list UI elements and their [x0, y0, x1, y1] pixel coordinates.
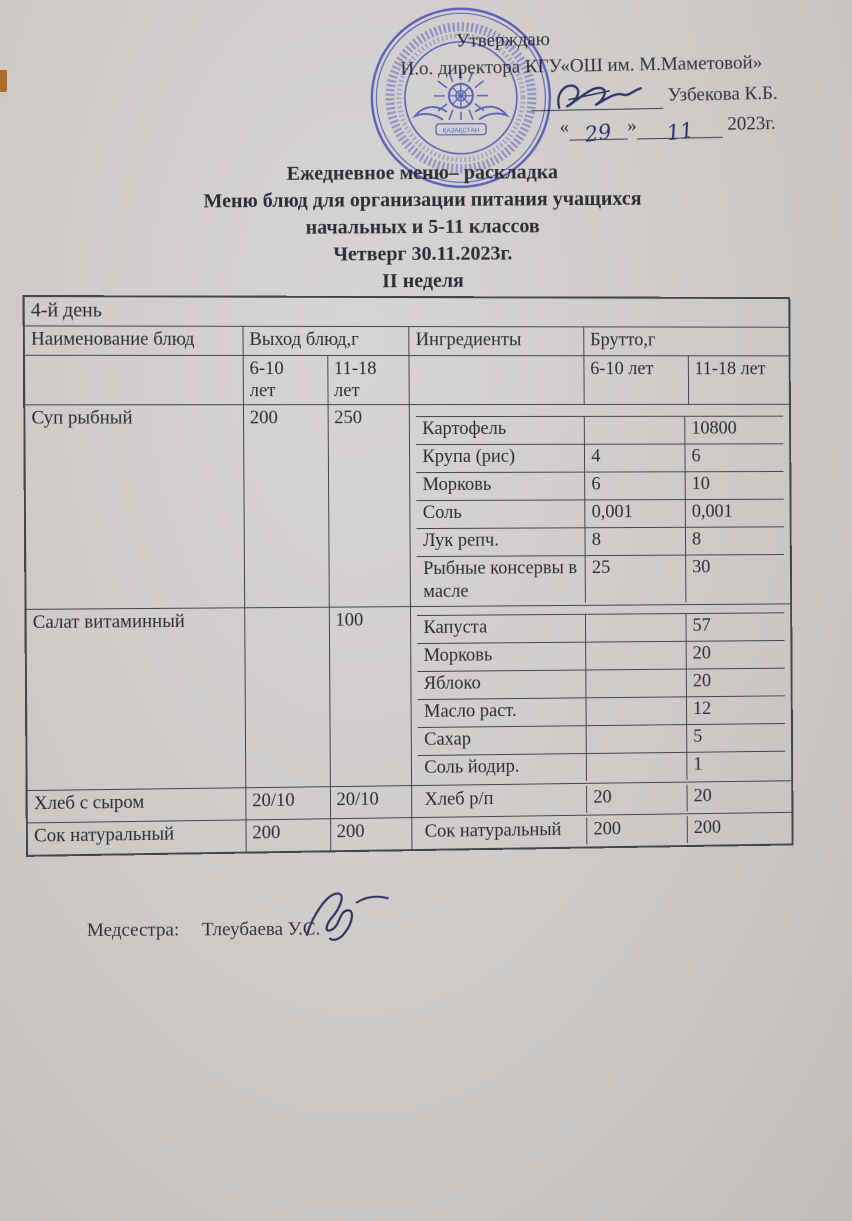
- day-header-row: [24, 296, 790, 327]
- brutto-6-10-cell: [587, 752, 687, 781]
- table-row: [24, 405, 791, 609]
- brutto-6-10-cell: 0,001: [585, 500, 685, 528]
- brutto-11-18-cell: 8: [686, 527, 784, 555]
- ingredient-name-cell: Рыбные консервы в масле: [417, 556, 586, 604]
- ingredient-name-cell: Капуста: [417, 614, 586, 643]
- ingredient-name-cell: Соль йодир.: [418, 753, 587, 782]
- brutto-6-10-cell: 4: [585, 444, 685, 472]
- brutto-11-18-cell: 6: [685, 444, 783, 472]
- ingredient-name-cell: Крупа (рис): [416, 445, 585, 473]
- brutto-11-18-cell: 10: [685, 472, 783, 500]
- ingredient-name-cell: Морковь: [418, 642, 587, 671]
- dish-out-6-10-cell: 200: [243, 405, 329, 608]
- nurse-signature-icon: [295, 886, 395, 949]
- age-header-brutto-11-18: 11-18 лет: [688, 356, 790, 405]
- dish-out-6-10-cell: [244, 607, 330, 788]
- ingredient-name-cell: Сахар: [418, 725, 587, 755]
- menu-table-body: [24, 405, 792, 856]
- col-header-name: Наименование блюд: [24, 326, 243, 356]
- ingredient-row: [417, 527, 784, 557]
- dish-out-11-18-cell: 100: [329, 606, 412, 786]
- nurse-name: Тлеубаева У.С.: [201, 918, 321, 941]
- ingredient-row: [416, 444, 783, 473]
- ingredient-name-cell: Сок натуральный: [419, 817, 588, 846]
- ingredient-name-cell: Яблоко: [418, 670, 587, 700]
- dish-name-cell: Сок натуральный: [27, 820, 246, 856]
- dish-ingredients-cell: [410, 405, 792, 607]
- brutto-11-18-cell: 0,001: [685, 500, 783, 528]
- director-signature-icon: [549, 78, 646, 114]
- dish-ingredients-cell: [412, 780, 792, 817]
- brutto-6-10-cell: [585, 417, 685, 445]
- handwritten-day: 29: [583, 119, 614, 147]
- brutto-6-10-cell: 25: [585, 555, 686, 602]
- document-title: [27, 158, 818, 298]
- title-line-4: Четверг 30.11.2023г.: [333, 242, 513, 266]
- dish-out-6-10-cell: 20/10: [246, 786, 331, 819]
- day-header: 4-й день: [24, 296, 790, 327]
- ingredient-name-cell: Морковь: [417, 472, 586, 500]
- brutto-11-18-cell: 20: [687, 783, 785, 811]
- age-header-row: [24, 355, 790, 405]
- brutto-6-10-cell: [586, 724, 686, 753]
- brutto-11-18-cell: 200: [687, 815, 785, 843]
- ingredient-row: [417, 613, 784, 644]
- brutto-11-18-cell: 1: [687, 751, 785, 779]
- ingredient-row: [418, 640, 785, 671]
- column-header-row: [24, 326, 790, 356]
- empty-cell: [24, 355, 243, 405]
- ingredients-table: [419, 815, 786, 847]
- ingredient-row: [418, 723, 785, 755]
- ingredients-table: [418, 783, 785, 815]
- dish-ingredients-cell: [411, 604, 792, 786]
- ingredients-table: [417, 612, 785, 783]
- quote-close: »: [626, 115, 637, 137]
- ingredient-row: [417, 472, 784, 501]
- brutto-11-18-cell: 30: [686, 555, 785, 602]
- dish-out-11-18-cell: 20/10: [330, 785, 412, 818]
- ingredient-row: [416, 417, 783, 445]
- brutto-11-18-cell: 20: [686, 640, 784, 669]
- nurse-label: Медсестра:: [86, 919, 180, 942]
- brutto-6-10-cell: [586, 697, 686, 726]
- nurse-line: [87, 919, 320, 942]
- brutto-11-18-cell: 10800: [685, 417, 783, 445]
- age-header-out-6-10: 6-10 лет: [243, 355, 328, 405]
- ingredient-row: [418, 751, 785, 783]
- title-line-2: Меню блюд для организации питания учащихся: [203, 187, 642, 213]
- stamp-center-label: ҚАЗАҚСТАН: [442, 127, 480, 135]
- ingredient-name-cell: Лук репч.: [417, 528, 586, 557]
- brutto-11-18-cell: 12: [687, 696, 785, 725]
- dish-out-11-18-cell: 200: [330, 817, 412, 851]
- brutto-6-10-cell: 6: [585, 472, 685, 500]
- menu-table: [23, 295, 794, 857]
- col-header-ingredients: Ингредиенты: [409, 327, 584, 356]
- ingredient-row: [418, 783, 785, 815]
- title-line-5: II неделя: [382, 269, 464, 293]
- dish-out-11-18-cell: 250: [328, 405, 411, 607]
- ingredient-row: [419, 815, 786, 847]
- ingredient-name-cell: Соль: [417, 500, 586, 529]
- dish-ingredients-cell: [412, 812, 792, 850]
- age-header-out-11-18: 11-18 лет: [327, 356, 409, 406]
- dish-out-6-10-cell: 200: [246, 818, 331, 852]
- ingredient-name-cell: Масло раст.: [418, 698, 587, 728]
- brutto-6-10-cell: [586, 669, 686, 698]
- age-header-brutto-6-10: 6-10 лет: [584, 356, 688, 405]
- approval-line-2: И.о. директора КГУ«ОШ им. М.Маметовой»: [400, 52, 763, 80]
- date-year: 2023г.: [727, 112, 776, 135]
- dish-name-cell: Суп рыбный: [24, 405, 244, 609]
- brutto-11-18-cell: 5: [687, 723, 785, 752]
- brutto-6-10-cell: 8: [585, 528, 685, 556]
- brutto-6-10-cell: [586, 613, 686, 642]
- brutto-6-10-cell: 200: [587, 816, 687, 844]
- approval-line-1: Утверждаю: [455, 28, 551, 52]
- brutto-11-18-cell: 57: [686, 613, 784, 641]
- handwritten-month: 11: [664, 117, 695, 146]
- title-line-1: Ежедневное меню– раскладка: [286, 161, 559, 185]
- ingredient-row: [418, 696, 785, 728]
- col-header-brutto: Брутто,г: [584, 327, 790, 356]
- col-header-vyhod: Выход блюд,г: [243, 326, 410, 355]
- ingredient-name-cell: Хлеб р/п: [418, 786, 587, 815]
- brutto-6-10-cell: [586, 641, 686, 670]
- ingredient-row: [417, 555, 784, 604]
- dish-name-cell: Хлеб с сыром: [27, 787, 246, 822]
- dish-name-cell: Салат витаминный: [26, 608, 246, 791]
- signer-name: Узбекова К.Б.: [667, 82, 778, 106]
- title-line-3: начальных и 5-11 классов: [305, 215, 540, 239]
- brutto-11-18-cell: 20: [686, 668, 784, 697]
- table-row: [26, 604, 793, 791]
- ingredients-table: [416, 416, 784, 604]
- ingredient-row: [417, 500, 784, 529]
- ingredient-name-cell: Картофель: [416, 417, 585, 445]
- ingredient-row: [418, 668, 785, 699]
- brutto-6-10-cell: 20: [587, 784, 687, 812]
- quote-open: «: [559, 116, 570, 138]
- empty-cell: [409, 356, 584, 405]
